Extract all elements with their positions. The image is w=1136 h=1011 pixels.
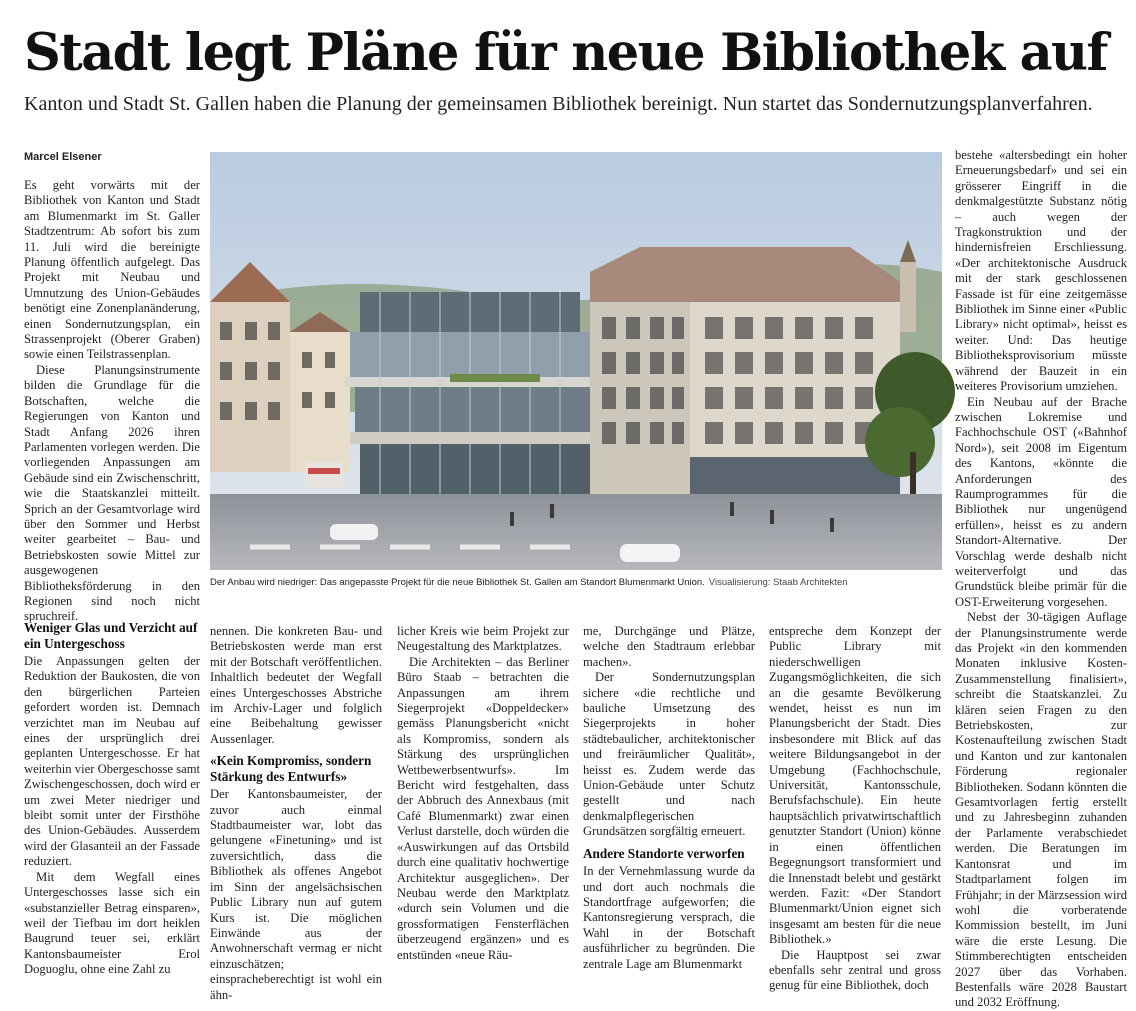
article-column-3 — [397, 624, 569, 976]
article-column-6 — [955, 148, 1127, 1010]
photo-credit: Visualisierung: Staab Architekten — [708, 577, 848, 588]
subheading: Weniger Glas und Verzicht auf ein Untergeschoss — [24, 620, 198, 651]
article-column-1 — [24, 178, 200, 624]
paragraph: In der Vernehmlassung wurde da und dort auch nochmals die Standortfrage aufgeworfen; die Kantonsregierung versprach, die Wahl in der Botschaft ausführlicher zu begründen. Die zentrale Lage am Blumenmarkt — [583, 864, 755, 971]
paragraph: Ein Neubau auf der Brache zwischen Lokremise und Fachhochschule OST («Bahnhof Nord»), seit 2008 im Eigentum des Kantons, «könnte die Anforderungen des Raumprogrammes für die Bibliothek nur ungenügend erfüllen», heisst es zu andern Standort-Alternative. Der Vorschlag werde deshalb nicht weiterverfolgt und das Grundstück bleibe primär für die OST-Erweiterung vorgesehen. — [955, 394, 1127, 609]
paragraph: me, Durchgänge und Plätze, welche den Stadtraum erlebbar machen». — [583, 624, 755, 669]
paragraph: Die Architekten – das Berliner Büro Staab – betrachten die Anpassungen am ihrem Siegerprojekt «Doppeldecker» gemäss Planungsbericht «nicht als Kompromiss, sondern als Stärkung des ursprünglichen Wettbewerbsentwurfs». Im Bericht wird festgehalten, dass der Abbruch des Annexbaus (mit Café Blumenmarkt) zwar einen Verlust darstelle, doch würden die «Auswirkungen auf das Ortsbild durch eine qualitativ hochwertige Architektur ausgeglichen». Der Neubau werde den Marktplatz «durch sein Volumen und die grossformatigen Fensterflächen überzeugend ergänzen» und es entstünden «neue Räu- — [397, 654, 569, 962]
paragraph: Der Kantonsbaumeister, der zuvor auch einmal Stadtbaumeister war, lobt das gelungene «Finetuning» und ist zuversichtlich, dass die Bibliothek als offenes Angebot im Sinn der angelsächsischen Public Library nun auf gutem Kurs ist. Die möglichen Einwände aus der Anwohnerschaft vermag er nicht einzuschätzen; einspracheberechtigt ist wohl ein ähn- — [210, 787, 382, 1002]
paragraph: entspreche dem Konzept der Public Library mit niederschwelligen Zugangsmöglichkeiten, die sich an die gesamte Bevölkerung wendet, heisst es nun im Planungsbericht der Stadt. Dies insbesondere mit Blick auf das weitere Bildungsangebot in der Umgebung (Fachhochschule, Universität, Kantonsschule, Berufsfachschule). Ein heute hauptsächlich privatwirtschaftlich genutzter Standort (Union) könne in einen öffentlichen Begegnungsort transformiert und die Innenstadt belebt und gestärkt werden. Fazit: «Der Standort Blumenmarkt/Union eignet sich insgesamt am besten für die neue Bibliothek.» — [769, 624, 941, 947]
paragraph: Der Sondernutzungsplan sichere «die rechtliche und bauliche Umsetzung des Siegerprojekts in hoher städtebaulicher, architektonischer und freiräumlicher Qualität», heisst es. Zudem werde das Union-Gebäude unter Schutz gestellt und nach denkmalpflegerischen Grundsätzen sorgfältig erneuert. — [583, 670, 755, 839]
library-visualization-image — [210, 152, 942, 570]
author-byline: Marcel Elsener — [24, 151, 102, 163]
paragraph: Diese Planungsinstrumente bilden die Grundlage für die Botschaften, welche die Regierungen von Kanton und Stadt Anfang 2026 ihren Parlamenten vorlegen werden. Die vorliegenden Anpassungen am Gebäude sind ein Zwischenschritt, wie die Staatskanzlei mitteilt. Sprich an der Gesamtvorlage wird über den Sommer und Herbst weiter gearbeitet – Bau- und Betriebskosten sowie Mittel zur ausgewogenen Bibliotheksförderung in den Regionen sind noch nicht spruchreif. — [24, 362, 200, 624]
article-column-4 — [583, 624, 755, 976]
article-photo — [210, 152, 942, 570]
paragraph: Es geht vorwärts mit der Bibliothek von Kanton und Stadt am Blumenmarkt im St. Galler Stadtzentrum: Ab sofort bis zum 11. Juli wird die bereinigte Planung öffentlich aufgelegt. Das Projekt mit Neubau und Umnutzung des Union-Gebäudes benötigt eine Zonenplanänderung, einen Sondernutzungsplan, ein Strassenprojekt (Oberer Graben) sowie einen Teilstrassenplan. — [24, 178, 200, 362]
subheading: Andere Standorte verworfen — [583, 845, 745, 861]
paragraph: nennen. Die konkreten Bau- und Betriebskosten werde man erst mit der Botschaft veröffentlichen. Inhaltlich bedeutet der Wegfall eines Untergeschosses Abstriche im Archiv-Lager und folglich eine Beibehaltung gewisser Aussenlager. — [210, 624, 382, 746]
paragraph: Nebst der 30-tägigen Auflage der Planungsinstrumente werde das Projekt «in den kommenden Monaten inklusive Kosten-Zusammenstellung finalisiert», schreibt die Staatskanzlei. Zu klären seien Fragen zu den Betriebskosten, zur Kostenaufteilung zwischen Stadt und Kanton und zur kantonalen Förderung regionaler Bibliotheken. Sodann könnten die Gesamtvorlagen fertig erstellt und zu Jahresbeginn zuhanden der Parlamente verabschiedet werden. Die Beratungen im Kantonsrat und im Stadtparlament folgen im Frühjahr; in der Märzsession wird wohl die vorberatende Kommission bestellt, im Juni wäre die erste Lesung. Die Stimmberechtigten entscheiden 2027 über das Vorhaben. Bestenfalls wäre 2028 Baustart und 2032 Eröffnung. — [955, 610, 1127, 1010]
article-column-2 — [210, 624, 382, 1002]
lead-text: Kanton und Stadt St. Gallen haben die Planung der gemeinsamen Bibliothek bereinigt. Nun startet das Sondernutzungsplanverfahren. — [24, 93, 1093, 115]
caption-text: Der Anbau wird niedriger: Das angepasste Projekt für die neue Bibliothek St. Gallen am Standort Blumenmarkt Union. — [210, 577, 705, 588]
article-column-5 — [769, 624, 941, 993]
paragraph: Mit dem Wegfall eines Untergeschosses lasse sich ein «substanzieller Betrag einsparen», weil der Tiefbau im dort heiklen Baugrund teuer sei, erklärt Kantonsbaumeister Erol Doguoglu, ohne eine Zahl zu — [24, 869, 200, 977]
paragraph: Die Anpassungen gelten der Reduktion der Baukosten, die von den bürgerlichen Parteien gefordert worden ist. Demnach verzichtet man im Neubau auf eines der ursprünglich drei geplanten Untergeschosse. Er hat weiterhin vier Obergeschosse samt Zwischengeschossen, doch wird er um zwei Meter niedriger und bleibt somit unter der Firsthöhe des Union-Gebäudes. Ausserdem wird der Glasanteil an der Fassade reduziert. — [24, 654, 200, 869]
photo-caption — [210, 577, 942, 589]
paragraph: bestehe «altersbedingt ein hoher Erneuerungsbedarf» und sei ein grösserer Eingriff in die denkmalgestützte Substanz nötig – auch wegen der Tragkonstruktion und der hindernisfreien Erschliessung. «Der architektonische Ausdruck mit der stark geschlossenen Fassade ist für eine zeitgemässe Bibliothek im Sinne einer «Public Library» nicht optimal», heisst es weiter. Und: Das heutige Bibliotheksprovisorium müsste während der Bauzeit in ein weiteres Provisorium umziehen. — [955, 148, 1127, 394]
headline: Stadt legt Pläne für neue Bibliothek auf — [24, 23, 1107, 83]
subheading: «Kein Kompromiss, sondern Stärkung des Entwurfs» — [210, 753, 372, 784]
paragraph: licher Kreis wie beim Projekt zur Neugestaltung des Marktplatzes. — [397, 624, 569, 654]
paragraph: Die Hauptpost sei zwar ebenfalls sehr zentral und gross genug für eine Bibliothek, doch — [769, 947, 941, 993]
article-column-1-lower — [24, 614, 200, 976]
